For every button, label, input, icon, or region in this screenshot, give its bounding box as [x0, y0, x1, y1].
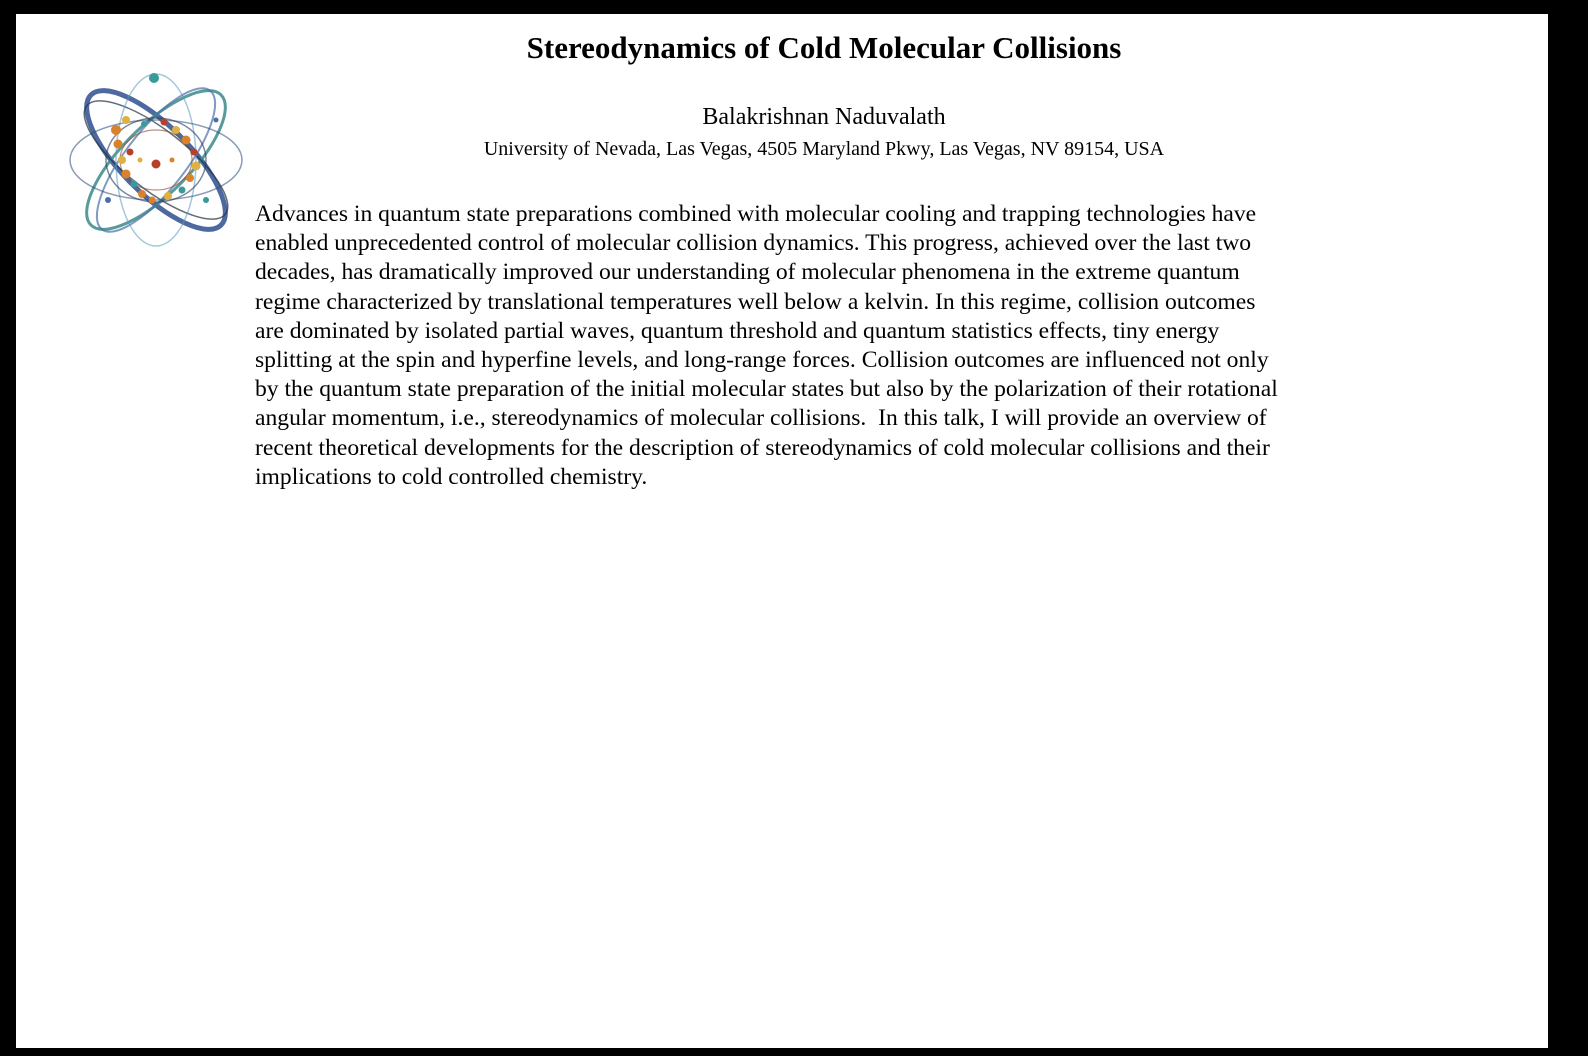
document-title: Stereodynamics of Cold Molecular Collisions: [526, 30, 1122, 65]
abstract-line: enabled unprecedented control of molecular collision dynamics. This progress, achieved over the last two: [255, 230, 1252, 257]
author-name: Balakrishnan Naduvalath: [702, 104, 946, 130]
abstract-line: by the quantum state preparation of the initial molecular states but also by the polarization of their rotational: [255, 376, 1278, 403]
abstract-line: decades, has dramatically improved our understanding of molecular phenomena in the extreme quantum: [255, 259, 1240, 286]
document-page: [16, 14, 1548, 1048]
abstract-line: are dominated by isolated partial waves, quantum threshold and quantum statistics effects, tiny energy: [255, 317, 1220, 344]
abstract-line: implications to cold controlled chemistry.: [255, 463, 648, 490]
author-affiliation: University of Nevada, Las Vegas, 4505 Maryland Pkwy, Las Vegas, NV 89154, USA: [483, 138, 1165, 160]
abstract-line: regime characterized by translational temperatures well below a kelvin. In this regime, collision outcomes: [255, 288, 1256, 315]
abstract-line: angular momentum, i.e., stereodynamics of molecular collisions. In this talk, I will provide an overview of: [255, 405, 1267, 432]
abstract-line: splitting at the spin and hyperfine levels, and long-range forces. Collision outcomes are influenced not only: [255, 347, 1269, 374]
abstract-line: recent theoretical developments for the description of stereodynamics of cold molecular collisions and their: [255, 434, 1270, 461]
abstract-paragraph: [255, 200, 1375, 492]
abstract-line: Advances in quantum state preparations combined with molecular cooling and trapping technologies have: [255, 201, 1257, 227]
